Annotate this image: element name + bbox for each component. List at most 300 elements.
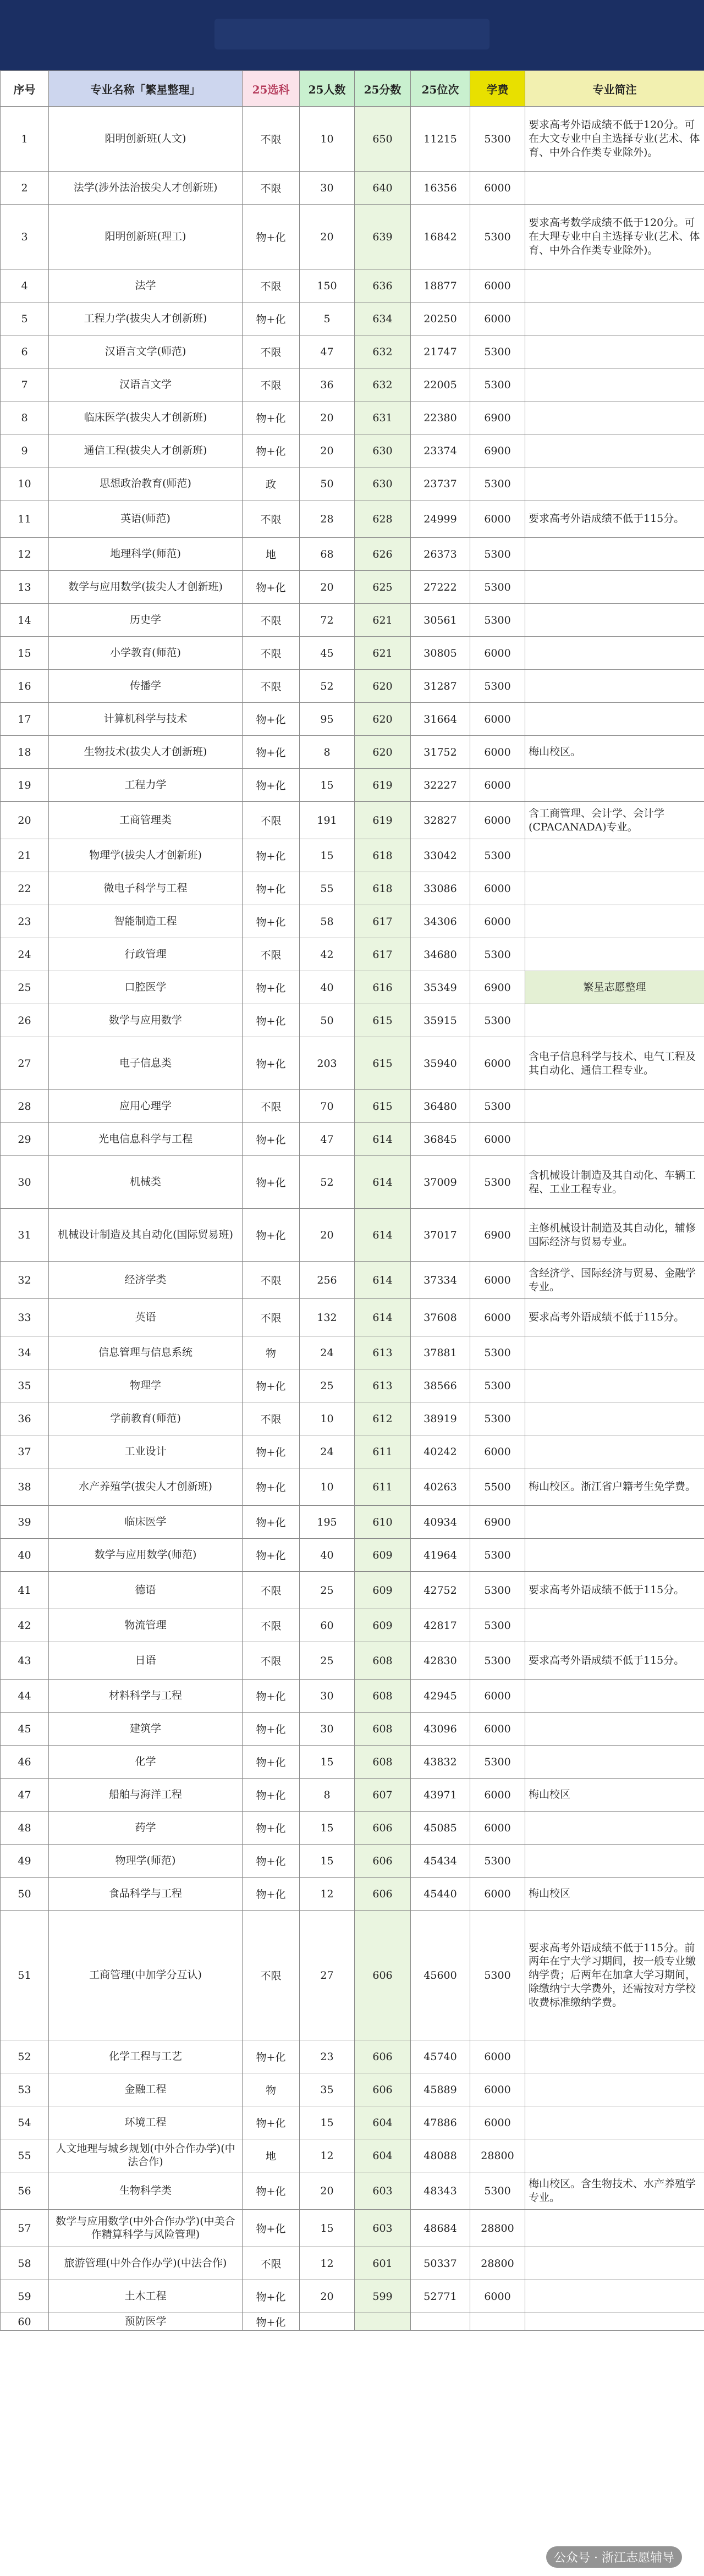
cell-fee: 5300 — [470, 670, 525, 703]
cell-rank: 37881 — [411, 1336, 470, 1369]
table-row — [1, 172, 704, 205]
cell-subject: 物+化 — [243, 2040, 300, 2073]
cell-name: 阳明创新班(理工) — [49, 205, 243, 269]
cell-count: 10 — [300, 107, 355, 172]
cell-no: 30 — [1, 1156, 49, 1209]
cell-score: 615 — [355, 1037, 411, 1090]
table-row — [1, 2210, 704, 2247]
cell-no: 32 — [1, 1262, 49, 1299]
cell-name: 生物科学类 — [49, 2172, 243, 2210]
cell-subject: 物+化 — [243, 205, 300, 269]
cell-fee: 5300 — [470, 1004, 525, 1037]
cell-name: 信息管理与信息系统 — [49, 1336, 243, 1369]
cell-rank: 35349 — [411, 971, 470, 1004]
cell-note: 要求高考数学成绩不低于120分。可在大理专业中自主选择专业(艺术、体育、中外合作类专业除外)。 — [525, 205, 704, 269]
cell-name: 材料科学与工程 — [49, 1680, 243, 1713]
cell-rank: 31287 — [411, 670, 470, 703]
table-row — [1, 1642, 704, 1680]
cell-note — [525, 269, 704, 302]
cell-note — [525, 2139, 704, 2172]
cell-subject: 物+化 — [243, 905, 300, 938]
cell-subject: 地 — [243, 538, 300, 571]
cell-no: 44 — [1, 1680, 49, 1713]
cell-no: 54 — [1, 2106, 49, 2139]
cell-score: 632 — [355, 368, 411, 401]
cell-fee: 6000 — [470, 736, 525, 769]
cell-no: 49 — [1, 1845, 49, 1878]
cell-fee: 6000 — [470, 2280, 525, 2313]
cell-count: 23 — [300, 2040, 355, 2073]
cell-no: 6 — [1, 335, 49, 368]
cell-rank: 38919 — [411, 1402, 470, 1435]
cell-note: 要求高考外语成绩不低于115分。 — [525, 1572, 704, 1609]
cell-note — [525, 703, 704, 736]
cell-fee: 5300 — [470, 1402, 525, 1435]
cell-subject: 不限 — [243, 2247, 300, 2280]
cell-subject: 物+化 — [243, 1812, 300, 1845]
cell-note — [525, 1506, 704, 1539]
table-row — [1, 2106, 704, 2139]
cell-subject: 不限 — [243, 1299, 300, 1336]
cell-rank: 43971 — [411, 1779, 470, 1812]
cell-subject: 不限 — [243, 500, 300, 538]
cell-subject: 不限 — [243, 1609, 300, 1642]
cell-subject: 物+化 — [243, 2106, 300, 2139]
cell-fee: 6000 — [470, 905, 525, 938]
cell-name: 微电子科学与工程 — [49, 872, 243, 905]
cell-no: 28 — [1, 1090, 49, 1123]
table-row — [1, 1090, 704, 1123]
cell-count: 8 — [300, 1779, 355, 1812]
cell-score: 606 — [355, 2073, 411, 2106]
cell-name: 工业设计 — [49, 1435, 243, 1468]
table-row — [1, 302, 704, 335]
cell-note — [525, 1680, 704, 1713]
cell-rank: 23374 — [411, 434, 470, 467]
cell-count: 15 — [300, 2210, 355, 2247]
cell-no: 39 — [1, 1506, 49, 1539]
cell-score: 618 — [355, 872, 411, 905]
cell-subject: 物+化 — [243, 736, 300, 769]
cell-name: 金融工程 — [49, 2073, 243, 2106]
cell-no: 57 — [1, 2210, 49, 2247]
cell-score: 604 — [355, 2139, 411, 2172]
cell-note — [525, 2106, 704, 2139]
cell-no: 12 — [1, 538, 49, 571]
cell-no: 11 — [1, 500, 49, 538]
cell-rank: 31664 — [411, 703, 470, 736]
cell-name: 通信工程(拔尖人才创新班) — [49, 434, 243, 467]
cell-fee: 5300 — [470, 335, 525, 368]
cell-fee: 6000 — [470, 500, 525, 538]
cell-score: 630 — [355, 467, 411, 500]
cell-subject: 物+化 — [243, 1878, 300, 1911]
cell-name: 电子信息类 — [49, 1037, 243, 1090]
cell-note — [525, 769, 704, 802]
cell-score: 612 — [355, 1402, 411, 1435]
table-row — [1, 368, 704, 401]
cell-rank: 41964 — [411, 1539, 470, 1572]
cell-subject: 物+化 — [243, 872, 300, 905]
cell-score: 611 — [355, 1468, 411, 1506]
cell-no: 21 — [1, 839, 49, 872]
cell-subject: 物+化 — [243, 1123, 300, 1156]
cell-subject: 地 — [243, 2139, 300, 2172]
cell-no: 5 — [1, 302, 49, 335]
cell-rank: 42817 — [411, 1609, 470, 1642]
cell-subject: 物+化 — [243, 1845, 300, 1878]
table-row — [1, 1468, 704, 1506]
cell-note — [525, 571, 704, 604]
cell-fee: 5300 — [470, 1642, 525, 1680]
cell-score: 630 — [355, 434, 411, 467]
cell-subject: 物+化 — [243, 571, 300, 604]
cell-rank: 40934 — [411, 1506, 470, 1539]
cell-subject: 不限 — [243, 107, 300, 172]
cell-score: 614 — [355, 1156, 411, 1209]
cell-rank: 43096 — [411, 1713, 470, 1746]
cell-name: 历史学 — [49, 604, 243, 637]
cell-score: 625 — [355, 571, 411, 604]
cell-rank: 23737 — [411, 467, 470, 500]
cell-subject: 物 — [243, 1336, 300, 1369]
cell-subject: 不限 — [243, 802, 300, 839]
cell-count: 20 — [300, 571, 355, 604]
table-row — [1, 1779, 704, 1812]
cell-subject: 物+化 — [243, 2313, 300, 2331]
cell-fee: 6900 — [470, 971, 525, 1004]
cell-score: 614 — [355, 1209, 411, 1262]
cell-rank: 48088 — [411, 2139, 470, 2172]
cell-subject: 物+化 — [243, 2210, 300, 2247]
col-header-name: 专业名称「繁星整理」 — [49, 71, 243, 107]
cell-subject: 物+化 — [243, 769, 300, 802]
cell-fee: 28800 — [470, 2210, 525, 2247]
cell-count — [300, 2313, 355, 2331]
cell-subject: 物+化 — [243, 703, 300, 736]
cell-rank: 42752 — [411, 1572, 470, 1609]
cell-name: 光电信息科学与工程 — [49, 1123, 243, 1156]
cell-no: 7 — [1, 368, 49, 401]
cell-no: 45 — [1, 1713, 49, 1746]
cell-no: 52 — [1, 2040, 49, 2073]
cell-note: 要求高考外语成绩不低于115分。 — [525, 1642, 704, 1680]
cell-score: 611 — [355, 1435, 411, 1468]
cell-fee: 5300 — [470, 1090, 525, 1123]
cell-count: 20 — [300, 434, 355, 467]
cell-subject: 不限 — [243, 604, 300, 637]
cell-count: 12 — [300, 2139, 355, 2172]
cell-count: 28 — [300, 500, 355, 538]
cell-rank: 35915 — [411, 1004, 470, 1037]
cell-no: 43 — [1, 1642, 49, 1680]
cell-subject: 物+化 — [243, 434, 300, 467]
cell-count: 20 — [300, 2172, 355, 2210]
cell-subject: 不限 — [243, 1911, 300, 2040]
cell-note — [525, 401, 704, 434]
cell-note: 梅山校区。浙江省户籍考生免学费。 — [525, 1468, 704, 1506]
table-row — [1, 637, 704, 670]
table-row — [1, 1336, 704, 1369]
cell-fee: 5300 — [470, 1609, 525, 1642]
cell-score: 621 — [355, 604, 411, 637]
table-row — [1, 2040, 704, 2073]
cell-subject: 不限 — [243, 1402, 300, 1435]
cell-name: 工程力学(拔尖人才创新班) — [49, 302, 243, 335]
table-row — [1, 1402, 704, 1435]
cell-no: 23 — [1, 905, 49, 938]
cell-rank: 37017 — [411, 1209, 470, 1262]
cell-score: 599 — [355, 2280, 411, 2313]
cell-score: 620 — [355, 670, 411, 703]
cell-score: 609 — [355, 1539, 411, 1572]
cell-score: 628 — [355, 500, 411, 538]
cell-note: 要求高考外语成绩不低于115分。 — [525, 1299, 704, 1336]
table-row — [1, 1262, 704, 1299]
cell-subject: 不限 — [243, 1262, 300, 1299]
table-row — [1, 1435, 704, 1468]
cell-subject: 物+化 — [243, 1779, 300, 1812]
title-banner — [0, 0, 704, 70]
col-header-count: 25人数 — [300, 71, 355, 107]
cell-count: 25 — [300, 1642, 355, 1680]
cell-count: 45 — [300, 637, 355, 670]
col-header-fee: 学费 — [470, 71, 525, 107]
cell-no: 2 — [1, 172, 49, 205]
cell-subject: 物+化 — [243, 1369, 300, 1402]
cell-fee: 6000 — [470, 802, 525, 839]
cell-rank: 34306 — [411, 905, 470, 938]
cell-rank: 45085 — [411, 1812, 470, 1845]
cell-name: 日语 — [49, 1642, 243, 1680]
cell-score: 608 — [355, 1642, 411, 1680]
cell-note — [525, 1845, 704, 1878]
cell-fee: 5300 — [470, 538, 525, 571]
cell-no: 1 — [1, 107, 49, 172]
cell-fee: 6000 — [470, 1299, 525, 1336]
cell-score: 618 — [355, 839, 411, 872]
cell-subject: 物+化 — [243, 302, 300, 335]
cell-rank: 45600 — [411, 1911, 470, 2040]
cell-subject: 不限 — [243, 1090, 300, 1123]
cell-fee: 5300 — [470, 467, 525, 500]
cell-count: 15 — [300, 839, 355, 872]
cell-count: 52 — [300, 670, 355, 703]
cell-subject: 政 — [243, 467, 300, 500]
cell-no: 20 — [1, 802, 49, 839]
cell-name: 人文地理与城乡规划(中外合作办学)(中法合作) — [49, 2139, 243, 2172]
cell-score: 614 — [355, 1262, 411, 1299]
cell-score: 604 — [355, 2106, 411, 2139]
cell-note: 含电子信息科学与技术、电气工程及其自动化、通信工程专业。 — [525, 1037, 704, 1090]
table-row — [1, 538, 704, 571]
cell-note — [525, 172, 704, 205]
cell-name: 阳明创新班(人文) — [49, 107, 243, 172]
table-row — [1, 2280, 704, 2313]
cell-fee: 5300 — [470, 1539, 525, 1572]
table-row — [1, 1572, 704, 1609]
table-row — [1, 1123, 704, 1156]
cell-fee: 5300 — [470, 1336, 525, 1369]
cell-subject: 不限 — [243, 670, 300, 703]
cell-name: 地理科学(师范) — [49, 538, 243, 571]
cell-note: 要求高考外语成绩不低于115分。 — [525, 500, 704, 538]
table-row — [1, 736, 704, 769]
cell-count: 47 — [300, 335, 355, 368]
cell-name: 汉语言文学(师范) — [49, 335, 243, 368]
cell-name: 英语 — [49, 1299, 243, 1336]
cell-rank: 52771 — [411, 2280, 470, 2313]
cell-no: 26 — [1, 1004, 49, 1037]
cell-count: 5 — [300, 302, 355, 335]
cell-rank: 36480 — [411, 1090, 470, 1123]
cell-name: 土木工程 — [49, 2280, 243, 2313]
table-row — [1, 434, 704, 467]
cell-note: 梅山校区。 — [525, 736, 704, 769]
table-row — [1, 971, 704, 1004]
cell-rank: 45440 — [411, 1878, 470, 1911]
cell-name: 物理学(拔尖人才创新班) — [49, 839, 243, 872]
cell-note: 要求高考外语成绩不低于120分。可在大文专业中自主选择专业(艺术、体育、中外合作类专业除外)。 — [525, 107, 704, 172]
cell-count: 68 — [300, 538, 355, 571]
cell-subject: 物 — [243, 2073, 300, 2106]
cell-fee: 6000 — [470, 2040, 525, 2073]
table-row — [1, 1369, 704, 1402]
cell-subject: 物+化 — [243, 1209, 300, 1262]
cell-fee: 6000 — [470, 1435, 525, 1468]
cell-rank: 48684 — [411, 2210, 470, 2247]
cell-score: 640 — [355, 172, 411, 205]
cell-count: 12 — [300, 2247, 355, 2280]
cell-name: 临床医学 — [49, 1506, 243, 1539]
cell-note — [525, 2280, 704, 2313]
cell-note — [525, 434, 704, 467]
cell-no: 42 — [1, 1609, 49, 1642]
cell-fee: 5300 — [470, 368, 525, 401]
cell-no: 48 — [1, 1812, 49, 1845]
col-header-no: 序号 — [1, 71, 49, 107]
cell-score: 606 — [355, 1878, 411, 1911]
cell-score: 603 — [355, 2210, 411, 2247]
cell-no: 37 — [1, 1435, 49, 1468]
cell-name: 物理学(师范) — [49, 1845, 243, 1878]
cell-note: 梅山校区 — [525, 1878, 704, 1911]
table-row — [1, 1299, 704, 1336]
cell-no: 55 — [1, 2139, 49, 2172]
cell-fee: 6000 — [470, 1878, 525, 1911]
cell-no: 17 — [1, 703, 49, 736]
cell-no: 36 — [1, 1402, 49, 1435]
cell-score: 615 — [355, 1004, 411, 1037]
cell-rank: 40263 — [411, 1468, 470, 1506]
cell-note — [525, 538, 704, 571]
cell-no: 51 — [1, 1911, 49, 2040]
page-title — [215, 19, 490, 49]
table-row — [1, 938, 704, 971]
cell-subject: 物+化 — [243, 2280, 300, 2313]
cell-name: 行政管理 — [49, 938, 243, 971]
cell-no: 14 — [1, 604, 49, 637]
cell-fee: 5300 — [470, 571, 525, 604]
table-row — [1, 2073, 704, 2106]
cell-rank: 11215 — [411, 107, 470, 172]
cell-no: 22 — [1, 872, 49, 905]
cell-no: 18 — [1, 736, 49, 769]
cell-fee: 6000 — [470, 172, 525, 205]
cell-note — [525, 872, 704, 905]
table-row — [1, 335, 704, 368]
cell-name: 船舶与海洋工程 — [49, 1779, 243, 1812]
cell-subject: 不限 — [243, 637, 300, 670]
cell-count: 15 — [300, 1812, 355, 1845]
cell-subject: 物+化 — [243, 401, 300, 434]
table-row — [1, 401, 704, 434]
table-row — [1, 604, 704, 637]
cell-score: 615 — [355, 1090, 411, 1123]
cell-subject: 不限 — [243, 1572, 300, 1609]
cell-count: 40 — [300, 971, 355, 1004]
cell-note: 含机械设计制造及其自动化、车辆工程、工业工程专业。 — [525, 1156, 704, 1209]
cell-score: 608 — [355, 1746, 411, 1779]
cell-note: 含工商管理、会计学、会计学(CPACANADA)专业。 — [525, 802, 704, 839]
cell-rank: 47886 — [411, 2106, 470, 2139]
cell-no: 15 — [1, 637, 49, 670]
cell-rank: 30805 — [411, 637, 470, 670]
cell-note — [525, 938, 704, 971]
table-row — [1, 872, 704, 905]
cell-note — [525, 2210, 704, 2247]
cell-fee: 5300 — [470, 839, 525, 872]
cell-no: 34 — [1, 1336, 49, 1369]
cell-rank: 22005 — [411, 368, 470, 401]
cell-count: 27 — [300, 1911, 355, 2040]
cell-rank: 33086 — [411, 872, 470, 905]
table-row — [1, 571, 704, 604]
cell-subject: 不限 — [243, 335, 300, 368]
cell-score: 609 — [355, 1572, 411, 1609]
cell-subject: 物+化 — [243, 1713, 300, 1746]
cell-no: 50 — [1, 1878, 49, 1911]
cell-rank: 33042 — [411, 839, 470, 872]
cell-name: 数学与应用数学(拔尖人才创新班) — [49, 571, 243, 604]
cell-fee: 6000 — [470, 1779, 525, 1812]
cell-name: 工商管理类 — [49, 802, 243, 839]
cell-fee: 6000 — [470, 2073, 525, 2106]
table-row — [1, 269, 704, 302]
cell-fee: 6000 — [470, 302, 525, 335]
cell-count: 30 — [300, 172, 355, 205]
cell-count: 195 — [300, 1506, 355, 1539]
cell-count: 20 — [300, 205, 355, 269]
cell-no: 4 — [1, 269, 49, 302]
cell-no: 9 — [1, 434, 49, 467]
cell-no: 3 — [1, 205, 49, 269]
cell-count: 20 — [300, 2280, 355, 2313]
cell-fee: 5300 — [470, 604, 525, 637]
cell-note — [525, 1746, 704, 1779]
cell-count: 24 — [300, 1435, 355, 1468]
cell-fee: 5300 — [470, 205, 525, 269]
cell-no: 33 — [1, 1299, 49, 1336]
cell-rank: 27222 — [411, 571, 470, 604]
table-row — [1, 1812, 704, 1845]
cell-name: 物流管理 — [49, 1609, 243, 1642]
cell-count: 36 — [300, 368, 355, 401]
cell-name: 物理学 — [49, 1369, 243, 1402]
cell-rank: 20250 — [411, 302, 470, 335]
cell-score: 636 — [355, 269, 411, 302]
cell-score: 613 — [355, 1336, 411, 1369]
